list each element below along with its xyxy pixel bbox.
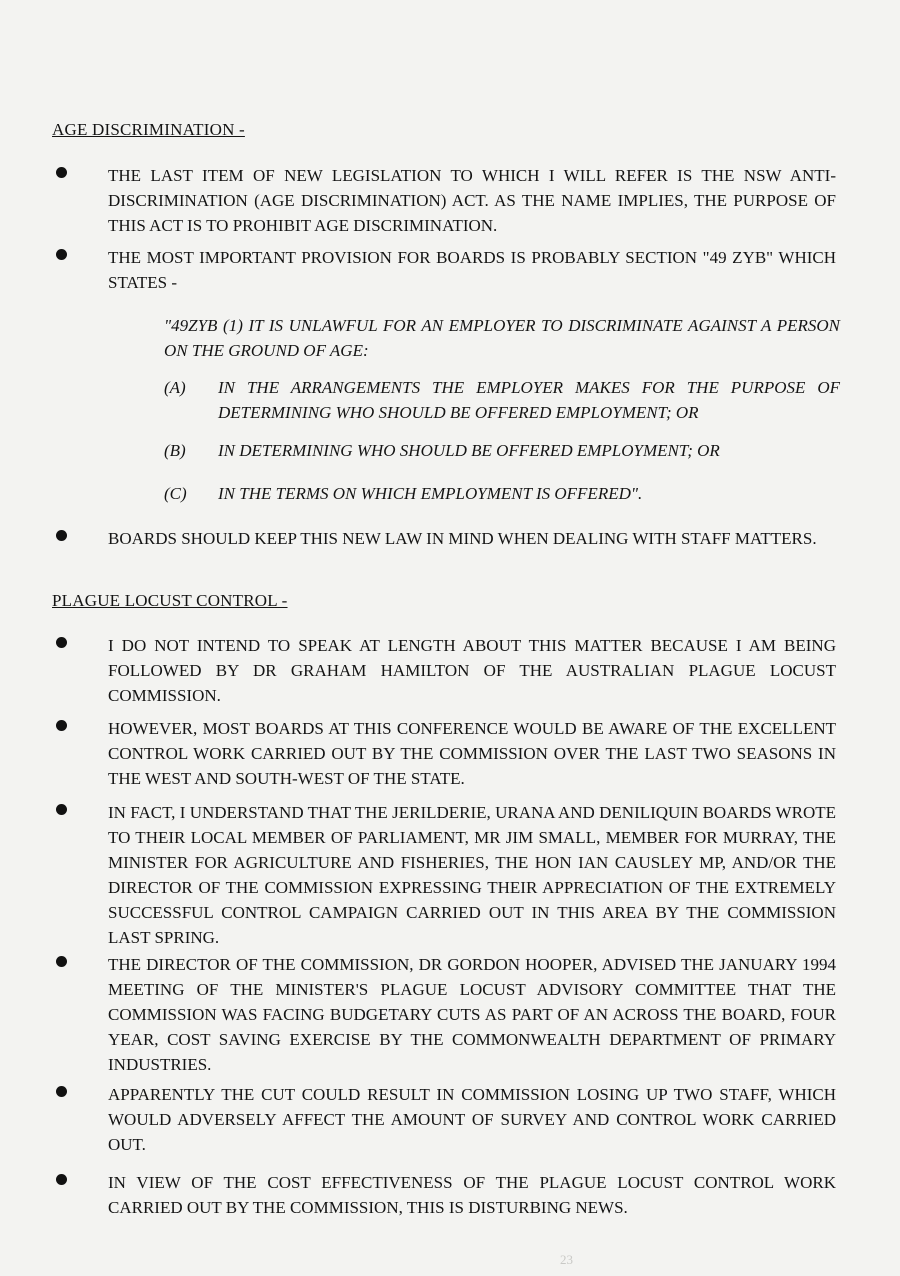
bullet-text: HOWEVER, MOST BOARDS AT THIS CONFERENCE WOULD BE AWARE OF THE EXCELLENT CONTROL WORK CARRIED OUT BY THE COMMISSION OVER THE LAST TWO SEASONS IN THE WEST AND SOUTH-WEST OF THE STATE. [108, 719, 836, 788]
list-item [52, 1170, 852, 1220]
bullet-text: THE LAST ITEM OF NEW LEGISLATION TO WHICH I WILL REFER IS THE NSW ANTI-DISCRIMINATION (AGE DISCRIMINATION) ACT. AS THE NAME IMPLIES, THE PURPOSE OF THIS ACT IS TO PROHIBIT AGE DISCRIMINATION. [108, 166, 836, 235]
bullet-icon [56, 956, 67, 967]
bullet-icon [56, 1086, 67, 1097]
clause-text: IN THE ARRANGEMENTS THE EMPLOYER MAKES FOR THE PURPOSE OF DETERMINING WHO SHOULD BE OFFERED EMPLOYMENT; OR [218, 378, 840, 422]
bullet-text: THE DIRECTOR OF THE COMMISSION, DR GORDON HOOPER, ADVISED THE JANUARY 1994 MEETING OF THE MINISTER'S PLAGUE LOCUST ADVISORY COMMITTEE THAT THE COMMISSION WAS FACING BUDGETARY CUTS AS PART OF AN ACROSS THE BOARD, FOUR YEAR, COST SAVING EXERCISE BY THE COMMONWEALTH DEPARTMENT OF PRIMARY INDUSTRIES. [108, 955, 836, 1074]
quote-clause [164, 438, 840, 463]
legislation-quote: "49ZYB (1) IT IS UNLAWFUL FOR AN EMPLOYER TO DISCRIMINATE AGAINST A PERSON ON THE GROUND OF AGE: [164, 316, 840, 360]
bullet-text: IN VIEW OF THE COST EFFECTIVENESS OF THE PLAGUE LOCUST CONTROL WORK CARRIED OUT BY THE COMMISSION, THIS IS DISTURBING NEWS. [108, 1173, 836, 1217]
clause-label: (A) [164, 378, 186, 397]
bullet-icon [56, 1174, 67, 1185]
clause-label: (C) [164, 484, 187, 503]
age-discrimination-heading: AGE DISCRIMINATION - [52, 120, 245, 139]
list-item [52, 526, 852, 551]
bullet-icon [56, 637, 67, 648]
list-item [52, 716, 852, 791]
bullet-text: IN FACT, I UNDERSTAND THAT THE JERILDERIE, URANA AND DENILIQUIN BOARDS WROTE TO THEIR LOCAL MEMBER OF PARLIAMENT, MR JIM SMALL, MEMBER FOR MURRAY, THE MINISTER FOR AGRICULTURE AND FISHERIES, THE HON IAN CAUSLEY MP, AND/OR THE DIRECTOR OF THE COMMISSION EXPRESSING THEIR APPRECIATION OF THE EXTREMELY SUCCESSFUL CONTROL CAMPAIGN CARRIED OUT IN THIS AREA BY THE COMMISSION LAST SPRING. [108, 803, 836, 947]
page-number: 23 [560, 1252, 573, 1267]
list-item [52, 800, 852, 950]
quote-clause [164, 481, 840, 506]
list-item [52, 163, 852, 238]
bullet-icon [56, 720, 67, 731]
bullet-icon [56, 249, 67, 260]
list-item [52, 633, 852, 708]
clause-text: IN DETERMINING WHO SHOULD BE OFFERED EMPLOYMENT; OR [218, 441, 720, 460]
clause-text: IN THE TERMS ON WHICH EMPLOYMENT IS OFFERED". [218, 484, 643, 503]
bullet-text: THE MOST IMPORTANT PROVISION FOR BOARDS IS PROBABLY SECTION "49 ZYB" WHICH STATES - [108, 248, 836, 292]
bullet-text: APPARENTLY THE CUT COULD RESULT IN COMMISSION LOSING UP TWO STAFF, WHICH WOULD ADVERSELY AFFECT THE AMOUNT OF SURVEY AND CONTROL WORK CARRIED OUT. [108, 1085, 836, 1154]
bullet-text: BOARDS SHOULD KEEP THIS NEW LAW IN MIND WHEN DEALING WITH STAFF MATTERS. [108, 529, 817, 548]
plague-locust-heading: PLAGUE LOCUST CONTROL - [52, 591, 288, 610]
quote-clause [164, 375, 840, 425]
list-item [52, 1082, 852, 1157]
list-item [52, 952, 852, 1077]
bullet-icon [56, 804, 67, 815]
clause-label: (B) [164, 441, 186, 460]
list-item [52, 245, 852, 295]
bullet-icon [56, 167, 67, 178]
bullet-text: I DO NOT INTEND TO SPEAK AT LENGTH ABOUT THIS MATTER BECAUSE I AM BEING FOLLOWED BY DR GRAHAM HAMILTON OF THE AUSTRALIAN PLAGUE LOCUST COMMISSION. [108, 636, 836, 705]
bullet-icon [56, 530, 67, 541]
